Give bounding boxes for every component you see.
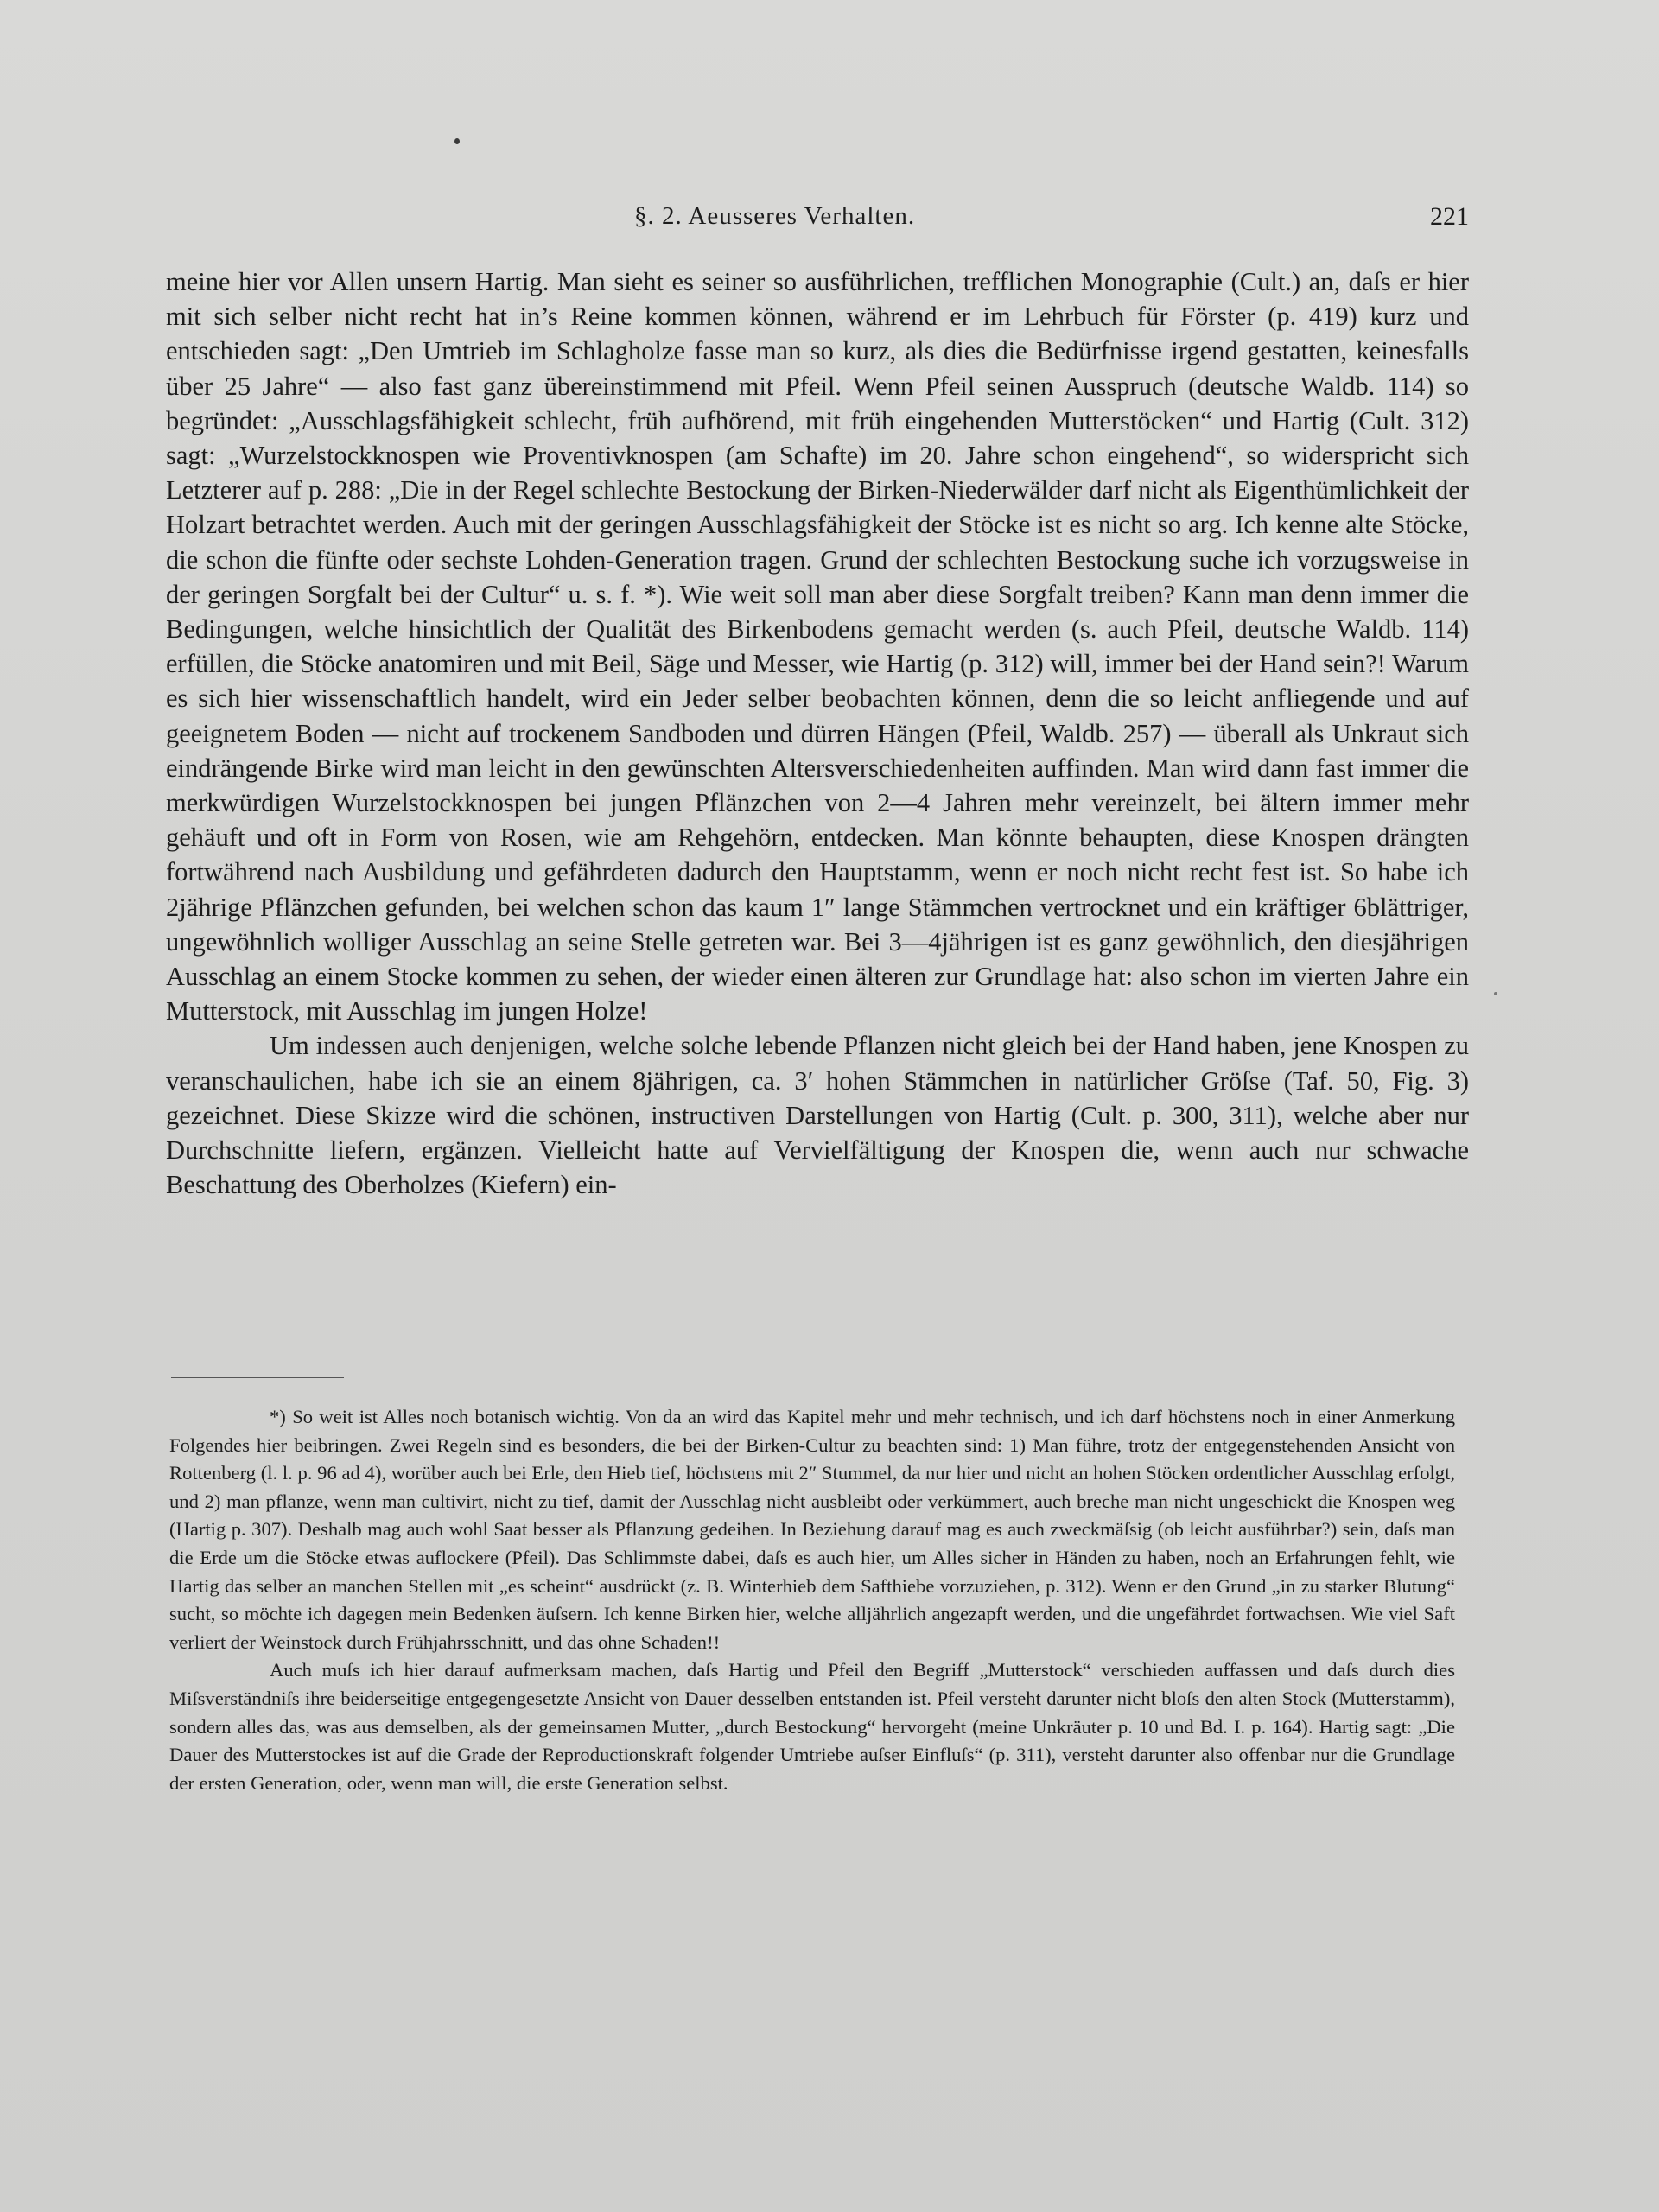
page-number: 221 [1430,202,1469,231]
main-text [166,264,1469,1202]
footnotes [169,1403,1455,1797]
footnote-separator [171,1377,344,1378]
paragraph-2: Um indessen auch denjenigen, welche solche lebende Pflanzen nicht gleich bei der Hand haben, jene Knospen zu veranschaulichen, habe ich sie an einem 8jährigen, ca. 3′ hohen Stämmchen in natürlicher Gröſse (Taf. 50, Fig. 3) gezeichnet. Diese Skizze wird die schönen, instructiven Darstellungen von Hartig (Cult. p. 300, 311), welche aber nur Durchschnitte liefern, ergänzen. Vielleicht hatte auf Vervielfältigung der Knospen die, wenn auch nur schwache Beschattung des Oberholzes (Kiefern) ein- [166,1031,1469,1200]
paper-speck [1494,992,1497,995]
footnote-2: Auch muſs ich hier darauf aufmerksam machen, daſs Hartig und Pfeil den Begriff „Mutterstock“ verschieden auffassen und daſs durch dies Miſsverständniſs ihre beiderseitige entgegengesetzte Ansicht von Dauer desselben entstanden ist. Pfeil versteht darunter nicht bloſs den alten Stock (Mutterstamm), sondern alles das, was aus demselben, als der gemeinsamen Mutter, „durch Bestockung“ hervorgeht (meine Unkräuter p. 10 und Bd. I. p. 164). Hartig sagt: „Die Dauer des Mutterstockes ist auf die Grade der Reproductionskraft folgender Umtriebe auſser Einfluſs“ (p. 311), versteht darunter also offenbar nur die Grundlage der ersten Generation, oder, wenn man will, die erste Generation selbst. [169,1659,1455,1794]
running-header [166,202,1469,237]
footnote-1: *) So weit ist Alles noch botanisch wichtig. Von da an wird das Kapitel mehr und mehr technisch, und ich darf höchstens noch in einer Anmerkung Folgendes hier beibringen. Zwei Regeln sind es besonders, die bei der Birken-Cultur zu beachten sind: 1) Man führe, trotz der entgegenstehenden Ansicht von Rottenberg (l. l. p. 96 ad 4), worüber auch bei Erle, den Hieb tief, höchstens mit 2″ Stummel, da nur hier und nicht an hohen Stöcken ordentlicher Ausschlag erfolgt, und 2) man pflanze, wenn man cultivirt, nicht zu tief, damit der Ausschlag nicht ausbleibt oder verkümmert, auch breche man nicht ungeschickt die Knospen weg (Hartig p. 307). Deshalb mag auch wohl Saat besser als Pflanzung gedeihen. In Beziehung darauf mag es auch zweckmäſsig (ob leicht ausführbar?) sein, daſs man die Erde um die Stöcke etwas auflockere (Pfeil). Das Schlimmste dabei, daſs es auch hier, um Alles sicher in Händen zu haben, noch an Erfahrungen fehlt, wie Hartig das selber an manchen Stellen mit „es scheint“ ausdrückt (z. B. Winterhieb dem Safthiebe vorzuziehen, p. 312). Wenn er den Grund „in zu starker Blutung“ sucht, so möchte ich dagegen mein Bedenken äuſsern. Ich kenne Birken hier, welche alljährlich angezapft werden, und die ungefährdet fortwachsen. Wie viel Saft verliert der Weinstock durch Frühjahrsschnitt, und das ohne Schaden!! [169,1406,1455,1653]
paper-speck [454,138,460,144]
paragraph-1: meine hier vor Allen unsern Hartig. Man sieht es seiner so ausführlichen, trefflichen Monographie (Cult.) an, daſs er hier mit sich selber nicht recht hat in’s Reine kommen können, während er im Lehrbuch für Förster (p. 419) kurz und entschieden sagt: „Den Umtrieb im Schlagholze fasse man so kurz, als dies die Bedürfnisse irgend gestatten, keinesfalls über 25 Jahre“ — also fast ganz übereinstimmend mit Pfeil. Wenn Pfeil seinen Ausspruch (deutsche Waldb. 114) so begründet: „Ausschlagsfähigkeit schlecht, früh aufhörend, mit früh eingehenden Mutterstöcken“ und Hartig (Cult. 312) sagt: „Wurzelstockknospen wie Proventivknospen (am Schafte) im 20. Jahre schon eingehend“, so widerspricht sich Letzterer auf p. 288: „Die in der Regel schlechte Bestockung der Birken-Niederwälder darf nicht als Eigenthümlichkeit der Holzart betrachtet werden. Auch mit der geringen Ausschlagsfähigkeit der Stöcke ist es nicht so arg. Ich kenne alte Stöcke, die schon die fünfte oder sechste Lohden-Generation tragen. Grund der schlechten Bestockung suche ich vorzugsweise in der geringen Sorgfalt bei der Cultur“ u. s. f. *). Wie weit soll man aber diese Sorgfalt treiben? Kann man denn immer die Bedingungen, welche hinsichtlich der Qualität des Birkenbodens gemacht werden (s. auch Pfeil, deutsche Waldb. 114) erfüllen, die Stöcke anatomiren und mit Beil, Säge und Messer, wie Hartig (p. 312) will, immer bei der Hand sein?! Warum es sich hier wissenschaftlich handelt, wird ein Jeder selber beobachten können, denn die so leicht anfliegende und auf geeignetem Boden — nicht auf trockenem Sandboden und dürren Hängen (Pfeil, Waldb. 257) — überall als Unkraut sich eindrängende Birke wird man leicht in den gewünschten Altersverschiedenheiten auffinden. Man wird dann fast immer die merkwürdigen Wurzelstockknospen bei jungen Pflänzchen von 2—4 Jahren mehr vereinzelt, bei ältern immer mehr gehäuft und oft in Form von Rosen, wie am Rehgehörn, entdecken. Man könnte behaupten, diese Knospen drängten fortwährend nach Ausbildung und gefährdeten dadurch den Hauptstamm, wenn er noch nicht recht fest ist. So habe ich 2jährige Pflänzchen gefunden, bei welchen schon das kaum 1″ lange Stämmchen vertrocknet und ein kräftiger 6blättriger, ungewöhnlich wolliger Ausschlag an seine Stelle getreten war. Bei 3—4jährigen ist es ganz gewöhnlich, den diesjährigen Ausschlag an einem Stocke kommen zu sehen, der wieder einen älteren zur Grundlage hat: also schon im vierten Jahre ein Mutterstock, mit Ausschlag im jungen Holze! [166,267,1469,1027]
section-title: §. 2. Aeusseres Verhalten. [634,202,916,230]
